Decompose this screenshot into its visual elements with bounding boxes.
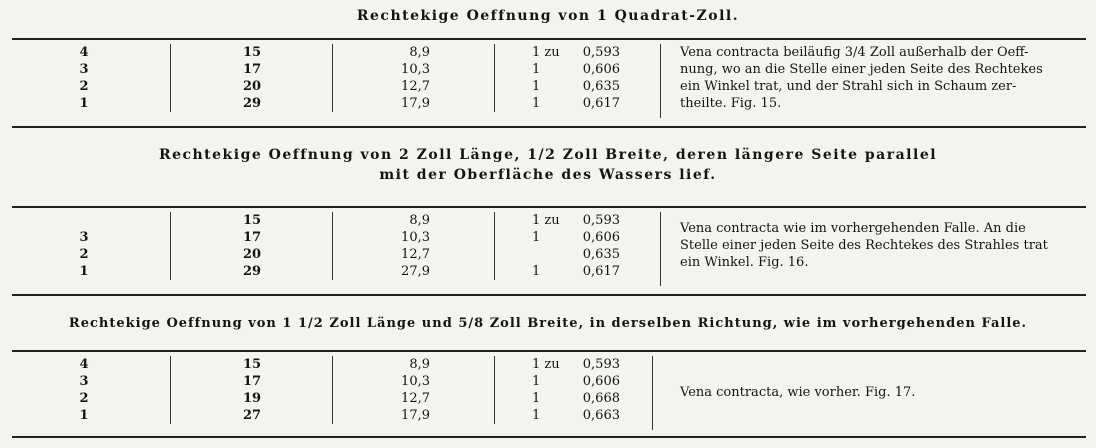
table-cell: 0,593 — [582, 45, 620, 60]
section-3-note — [680, 384, 1080, 401]
column-divider — [332, 356, 333, 424]
section-2-col-value — [380, 212, 430, 280]
note-line: nung, wo an die Stelle einer jeden Seite des Rechtekes — [680, 62, 1043, 77]
table-cell: 0,593 — [582, 213, 620, 228]
note-line: Vena contracta, wie vorher. Fig. 17. — [680, 385, 916, 400]
section-1-col-ratio-lead — [532, 44, 568, 112]
table-cell: 8,9 — [409, 357, 430, 372]
table-cell: 1 — [532, 62, 541, 77]
table-cell: 1 — [79, 408, 89, 423]
section-3-col-value — [380, 356, 430, 424]
section-3-col-number — [64, 356, 104, 424]
table-cell: 1 — [79, 96, 89, 111]
note-line: Vena contracta wie im vorhergehenden Falle. An die — [680, 221, 1026, 236]
section-2-top-rule — [12, 206, 1086, 208]
note-line: ein Winkel. Fig. 16. — [680, 255, 809, 270]
section-1-col-ratio — [570, 44, 620, 112]
section-2-title-line-2: mit der Oberfläche des Wassers lief. — [379, 167, 717, 183]
table-cell: 10,3 — [401, 230, 430, 245]
section-2-bottom-rule — [12, 294, 1086, 296]
column-divider — [494, 212, 495, 280]
table-cell: 29 — [242, 264, 262, 279]
table-cell: 0,663 — [582, 408, 620, 423]
table-cell: 10,3 — [401, 374, 430, 389]
table-cell: 1 zu — [532, 357, 560, 372]
table-cell: 27 — [242, 408, 262, 423]
section-2-col-ratio — [570, 212, 620, 280]
column-divider — [494, 356, 495, 424]
table-cell: 12,7 — [401, 79, 430, 94]
table-cell: 0,617 — [582, 264, 620, 279]
column-divider — [170, 44, 171, 112]
table-cell: 1 — [532, 230, 541, 245]
column-divider — [170, 212, 171, 280]
table-cell — [64, 212, 104, 229]
table-cell: 0,593 — [582, 357, 620, 372]
table-cell: 20 — [242, 247, 262, 262]
section-1-top-rule — [12, 38, 1086, 40]
table-cell: 2 — [79, 391, 89, 406]
table-cell: 10,3 — [401, 62, 430, 77]
column-divider — [652, 356, 653, 430]
section-1-col-number — [64, 44, 104, 112]
table-cell: 15 — [242, 213, 262, 228]
table-cell: 1 zu — [532, 45, 560, 60]
table-cell: 1 — [532, 391, 541, 406]
section-3-col-ratio-lead — [532, 356, 568, 424]
table-cell: 1 — [532, 408, 541, 423]
note-line: Vena contracta beiläufig 3/4 Zoll außerhalb der Oeff- — [680, 45, 1029, 60]
table-cell: 15 — [242, 357, 262, 372]
section-2-title-line-1: Rechtekige Oeffnung von 2 Zoll Länge, 1/2 Zoll Breite, deren längere Seite parallel — [158, 147, 938, 163]
section-3-col-ratio — [570, 356, 620, 424]
table-cell: 0,635 — [582, 79, 620, 94]
table-cell: 2 — [79, 247, 89, 262]
section-2-col-height — [232, 212, 272, 280]
table-cell: 3 — [79, 62, 89, 77]
section-3-top-rule — [12, 350, 1086, 352]
column-divider — [660, 212, 661, 286]
table-cell: 4 — [79, 45, 89, 60]
section-3-title: Rechtekige Oeffnung von 1 1/2 Zoll Länge und 5/8 Zoll Breite, in derselben Richtung, wie im vorhergehenden Falle. — [68, 316, 1028, 331]
table-cell: 8,9 — [409, 45, 430, 60]
table-cell: 1 — [532, 264, 541, 279]
table-cell: 0,617 — [582, 96, 620, 111]
table-cell: 0,606 — [582, 230, 620, 245]
section-2-col-ratio-lead — [532, 212, 568, 280]
column-divider — [660, 44, 661, 118]
table-cell: 8,9 — [409, 213, 430, 228]
table-cell: 4 — [79, 357, 89, 372]
column-divider — [332, 212, 333, 280]
table-cell: 3 — [79, 230, 89, 245]
table-cell: 0,668 — [582, 391, 620, 406]
table-cell: 1 — [79, 264, 89, 279]
table-cell: 12,7 — [401, 391, 430, 406]
column-divider — [332, 44, 333, 112]
table-cell: 0,635 — [582, 247, 620, 262]
table-cell: 17,9 — [401, 408, 430, 423]
table-cell: 19 — [242, 391, 262, 406]
table-cell: 1 zu — [532, 213, 560, 228]
table-cell: 20 — [242, 79, 262, 94]
column-divider — [170, 356, 171, 424]
note-line: theilte. Fig. 15. — [680, 96, 782, 111]
table-cell: 12,7 — [401, 247, 430, 262]
table-cell: 15 — [242, 45, 262, 60]
table-cell: 2 — [79, 79, 89, 94]
table-cell: 17 — [242, 230, 262, 245]
table-cell: 1 — [532, 374, 541, 389]
note-line: ein Winkel trat, und der Strahl sich in Schaum zer- — [680, 79, 1017, 94]
table-cell: 17 — [242, 62, 262, 77]
table-cell — [532, 246, 568, 263]
section-1-bottom-rule — [12, 126, 1086, 128]
section-2-col-number — [64, 212, 104, 280]
table-cell: 0,606 — [582, 62, 620, 77]
section-1-note — [680, 44, 1080, 112]
section-1-col-value — [380, 44, 430, 112]
section-3-bottom-rule — [12, 436, 1086, 438]
table-cell: 17 — [242, 374, 262, 389]
section-1-col-height — [232, 44, 272, 112]
table-cell: 27,9 — [401, 264, 430, 279]
section-1-title: Rechtekige Oeffnung von 1 Quadrat-Zoll. — [356, 8, 740, 24]
note-line: Stelle einer jeden Seite des Rechtekes des Strahles trat — [680, 238, 1048, 253]
table-cell: 1 — [532, 79, 541, 94]
column-divider — [494, 44, 495, 112]
table-cell: 0,606 — [582, 374, 620, 389]
section-2-note — [680, 220, 1080, 271]
table-cell: 17,9 — [401, 96, 430, 111]
table-cell: 29 — [242, 96, 262, 111]
table-cell: 1 — [532, 96, 541, 111]
table-cell: 3 — [79, 374, 89, 389]
section-3-col-height — [232, 356, 272, 424]
